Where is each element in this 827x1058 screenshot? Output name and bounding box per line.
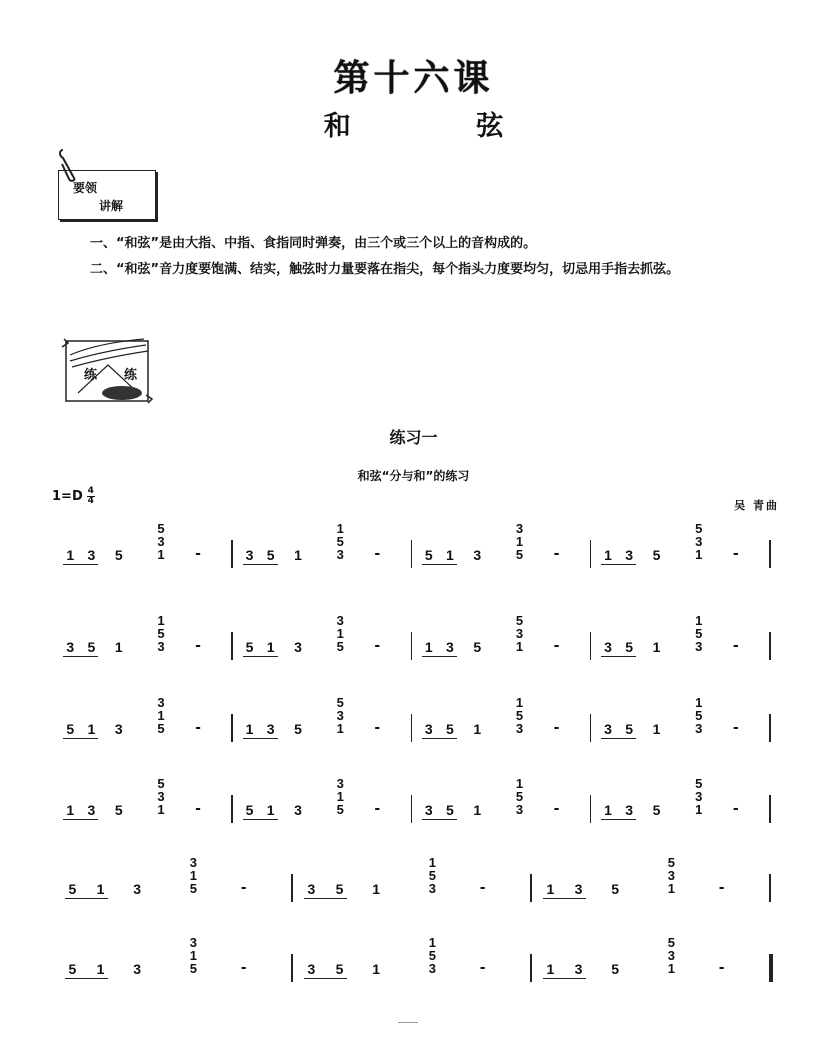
note: 3 [87, 547, 96, 563]
lesson-title: 第十六课 [333, 57, 494, 99]
chord-note: 1 [515, 695, 524, 710]
chord-note: 5 [336, 695, 344, 710]
sustain-dash: - [718, 880, 725, 896]
note: 5 [68, 961, 77, 977]
barline [411, 632, 413, 660]
chord-note: 5 [157, 776, 165, 791]
sustain-dash: - [195, 801, 201, 817]
sustain-dash: - [718, 960, 725, 976]
note: 1 [604, 547, 612, 563]
chord-note: 5 [695, 521, 703, 536]
note: 3 [114, 721, 123, 737]
key-label: 1=D [52, 489, 83, 504]
eighth-note-beam [63, 738, 98, 739]
chord-note: 5 [428, 948, 436, 963]
note: 5 [611, 961, 619, 977]
chord [693, 777, 705, 816]
note: 3 [625, 547, 634, 563]
note: 3 [574, 961, 583, 977]
note: 3 [66, 639, 75, 655]
note: 1 [473, 721, 482, 737]
eighth-note-beam [601, 819, 636, 820]
final-barline [769, 954, 773, 982]
chord-note: 3 [157, 534, 165, 549]
eighth-note-beam [422, 656, 457, 657]
chord-note: 1 [157, 547, 165, 562]
note: 1 [604, 802, 612, 818]
chord-note: 5 [667, 855, 675, 870]
chord-note: 1 [428, 855, 436, 870]
note: 1 [96, 961, 105, 977]
exercise-subtitle: 和弦“分与和”的练习 [357, 469, 470, 483]
time-sig-bottom: 4 [87, 496, 94, 506]
chord-note: 3 [515, 802, 524, 817]
barline [769, 795, 771, 823]
sustain-dash: - [553, 638, 560, 654]
note: 1 [114, 639, 123, 655]
note: 5 [68, 881, 77, 897]
note: 1 [87, 721, 96, 737]
barline [231, 714, 233, 742]
chord-note: 3 [695, 721, 703, 736]
note: 1 [424, 639, 433, 655]
chord-note: 5 [157, 721, 165, 736]
sustain-dash: - [553, 720, 560, 736]
eighth-note-beam [422, 564, 457, 565]
sustain-dash: - [553, 801, 560, 817]
sustain-dash: - [479, 880, 486, 896]
chord [514, 522, 526, 561]
note: 5 [625, 639, 634, 655]
chord-note: 3 [667, 948, 675, 963]
eighth-note-beam [63, 819, 98, 820]
barline [769, 714, 771, 742]
note: 1 [652, 639, 661, 655]
chord [693, 696, 705, 735]
note: 1 [66, 547, 75, 563]
note: 5 [652, 802, 661, 818]
chord-note: 1 [667, 881, 675, 896]
eighth-note-beam [243, 656, 278, 657]
time-signature [87, 487, 95, 506]
eighth-note-beam [63, 656, 98, 657]
eighth-note-beam [243, 564, 278, 565]
note: 3 [245, 547, 254, 563]
eighth-note-beam [422, 738, 457, 739]
barline [231, 795, 233, 823]
chord-note: 1 [695, 547, 703, 562]
chord-note: 5 [189, 961, 197, 976]
chord-note: 1 [695, 613, 703, 628]
note: 3 [266, 721, 275, 737]
chord-note: 1 [336, 721, 344, 736]
note: 1 [473, 802, 482, 818]
note: 3 [307, 961, 316, 977]
chord-note: 1 [336, 626, 344, 641]
chord-note: 5 [189, 881, 197, 896]
chord-note: 3 [667, 868, 675, 883]
eighth-note-beam [543, 898, 585, 899]
chord [155, 696, 167, 735]
chord-note: 3 [428, 961, 436, 976]
chord [426, 856, 438, 895]
composer-credit: 吴 青曲 [734, 499, 779, 512]
chord-note: 1 [667, 961, 675, 976]
note: 3 [294, 802, 302, 818]
chord [514, 777, 526, 816]
chord [334, 522, 346, 561]
note: 3 [446, 639, 454, 655]
note: 1 [294, 547, 302, 563]
barline [411, 714, 413, 742]
sustain-dash: - [732, 546, 739, 562]
note: 5 [446, 721, 454, 737]
chord [514, 696, 526, 735]
time-sig-top: 4 [87, 486, 94, 496]
chord-note: 1 [336, 789, 344, 804]
sustain-dash: - [195, 546, 201, 562]
chord-note: 1 [515, 534, 524, 549]
note: 1 [266, 639, 275, 655]
chord-note: 3 [336, 776, 344, 791]
practice-icon [58, 333, 156, 408]
note: 1 [245, 721, 254, 737]
note: 1 [546, 961, 555, 977]
barline [291, 874, 293, 902]
note: 5 [652, 547, 661, 563]
note: 5 [66, 721, 75, 737]
barline [590, 632, 592, 660]
chord [155, 777, 167, 816]
practice-label-right: 练 [124, 368, 138, 383]
tag-line-2: 讲解 [99, 199, 124, 213]
practice-label-left: 练 [84, 368, 98, 383]
tag-line-1: 要领 [73, 181, 98, 195]
note: 3 [87, 802, 96, 818]
eighth-note-beam [304, 898, 346, 899]
sustain-dash: - [732, 638, 739, 654]
note: 3 [424, 721, 433, 737]
key-point-paragraph-2: 二、“和弦”音力度要饱满、结实，触弦时力量要落在指尖，每个指头力度要均匀，切忌用手指去抓弦。 [90, 262, 680, 277]
chord [187, 936, 199, 975]
note: 1 [546, 881, 555, 897]
note: 3 [604, 721, 612, 737]
chord-note: 1 [336, 521, 344, 536]
barline [769, 874, 771, 902]
chord-note: 5 [695, 626, 703, 641]
chord-note: 5 [336, 534, 344, 549]
note: 5 [245, 639, 254, 655]
chord-note: 3 [428, 881, 436, 896]
note: 1 [652, 721, 661, 737]
chord-note: 5 [157, 626, 165, 641]
key-signature [52, 487, 95, 506]
chord-note: 1 [695, 695, 703, 710]
page-mark [398, 1022, 418, 1023]
chord-note: 1 [428, 935, 436, 950]
note: 1 [372, 881, 380, 897]
chord-note: 3 [189, 855, 197, 870]
sustain-dash: - [195, 638, 201, 654]
chord-note: 5 [428, 868, 436, 883]
barline [530, 954, 532, 982]
sustain-dash: - [195, 720, 201, 736]
chord [426, 936, 438, 975]
note: 5 [114, 802, 123, 818]
note: 5 [87, 639, 96, 655]
note: 3 [294, 639, 302, 655]
chord-note: 1 [157, 802, 165, 817]
barline [530, 874, 532, 902]
note: 1 [446, 547, 454, 563]
barline [590, 714, 592, 742]
chord-note: 3 [515, 721, 524, 736]
chord [155, 614, 167, 653]
eighth-note-beam [243, 738, 278, 739]
barline [590, 540, 592, 568]
note: 5 [625, 721, 634, 737]
chord-note: 1 [695, 802, 703, 817]
note: 5 [424, 547, 433, 563]
note: 1 [66, 802, 75, 818]
chord-note: 3 [695, 534, 703, 549]
note: 5 [473, 639, 482, 655]
eighth-note-beam [243, 819, 278, 820]
sustain-dash: - [732, 801, 739, 817]
sustain-dash: - [240, 960, 247, 976]
note: 1 [372, 961, 380, 977]
chord-note: 1 [157, 708, 165, 723]
chord [693, 614, 705, 653]
chord [187, 856, 199, 895]
note: 3 [604, 639, 612, 655]
note: 5 [335, 881, 344, 897]
chord-note: 3 [336, 708, 344, 723]
chord-note: 5 [515, 547, 524, 562]
chord-note: 3 [189, 935, 197, 950]
barline [590, 795, 592, 823]
note: 5 [114, 547, 123, 563]
chord-note: 1 [189, 948, 197, 963]
note: 3 [473, 547, 482, 563]
chord [334, 614, 346, 653]
eighth-note-beam [304, 978, 346, 979]
sustain-dash: - [374, 546, 381, 562]
eighth-note-beam [543, 978, 585, 979]
chord [665, 936, 677, 975]
note: 5 [294, 721, 302, 737]
eighth-note-beam [422, 819, 457, 820]
chord-note: 5 [515, 613, 524, 628]
note: 1 [96, 881, 105, 897]
barline [769, 632, 771, 660]
barline [411, 540, 413, 568]
eighth-note-beam [63, 564, 98, 565]
chord-note: 3 [336, 613, 344, 628]
lesson-subtitle: 和 弦 [323, 111, 542, 142]
eighth-note-beam [601, 738, 636, 739]
eighth-note-beam [65, 898, 107, 899]
sustain-dash: - [374, 720, 381, 736]
note: 5 [611, 881, 619, 897]
sustain-dash: - [374, 638, 381, 654]
sustain-dash: - [732, 720, 739, 736]
chord-note: 3 [515, 626, 524, 641]
eighth-note-beam [601, 564, 636, 565]
eighth-note-beam [65, 978, 107, 979]
sustain-dash: - [553, 546, 560, 562]
chord [334, 777, 346, 816]
chord-note: 1 [189, 868, 197, 883]
sustain-dash: - [240, 880, 247, 896]
key-point-paragraph-1: 一、“和弦”是由大指、中指、食指同时弹奏，由三个或三个以上的音构成的。 [90, 236, 537, 251]
note: 5 [266, 547, 275, 563]
barline [291, 954, 293, 982]
note: 1 [266, 802, 275, 818]
note: 5 [446, 802, 454, 818]
chord-note: 3 [336, 547, 344, 562]
chord-note: 5 [336, 802, 344, 817]
chord-note: 5 [667, 935, 675, 950]
chord [693, 522, 705, 561]
note: 3 [574, 881, 583, 897]
chord [665, 856, 677, 895]
chord-note: 3 [515, 521, 524, 536]
exercise-title: 练习一 [389, 428, 438, 447]
chord [334, 696, 346, 735]
barline [411, 795, 413, 823]
barline [231, 632, 233, 660]
note: 3 [307, 881, 316, 897]
chord-note: 5 [336, 639, 344, 654]
chord-note: 1 [515, 776, 524, 791]
sustain-dash: - [374, 801, 381, 817]
chord-note: 1 [157, 613, 165, 628]
chord-note: 5 [157, 521, 165, 536]
note: 3 [133, 961, 141, 977]
note: 3 [625, 802, 634, 818]
chord-note: 3 [695, 789, 703, 804]
barline [231, 540, 233, 568]
key-points-tag [58, 170, 156, 220]
barline [769, 540, 771, 568]
practice-illustration-icon [58, 333, 156, 408]
chord-note: 3 [157, 789, 165, 804]
chord [155, 522, 167, 561]
note: 5 [335, 961, 344, 977]
chord-note: 3 [157, 695, 165, 710]
note: 3 [133, 881, 141, 897]
chord-note: 3 [695, 639, 703, 654]
chord [514, 614, 526, 653]
chord-note: 5 [695, 708, 703, 723]
chord-note: 5 [515, 708, 524, 723]
note: 5 [245, 802, 254, 818]
eighth-note-beam [601, 656, 636, 657]
chord-note: 5 [515, 789, 524, 804]
chord-note: 1 [515, 639, 524, 654]
note: 3 [424, 802, 433, 818]
chord-note: 5 [695, 776, 703, 791]
chord-note: 3 [157, 639, 165, 654]
sustain-dash: - [479, 960, 486, 976]
